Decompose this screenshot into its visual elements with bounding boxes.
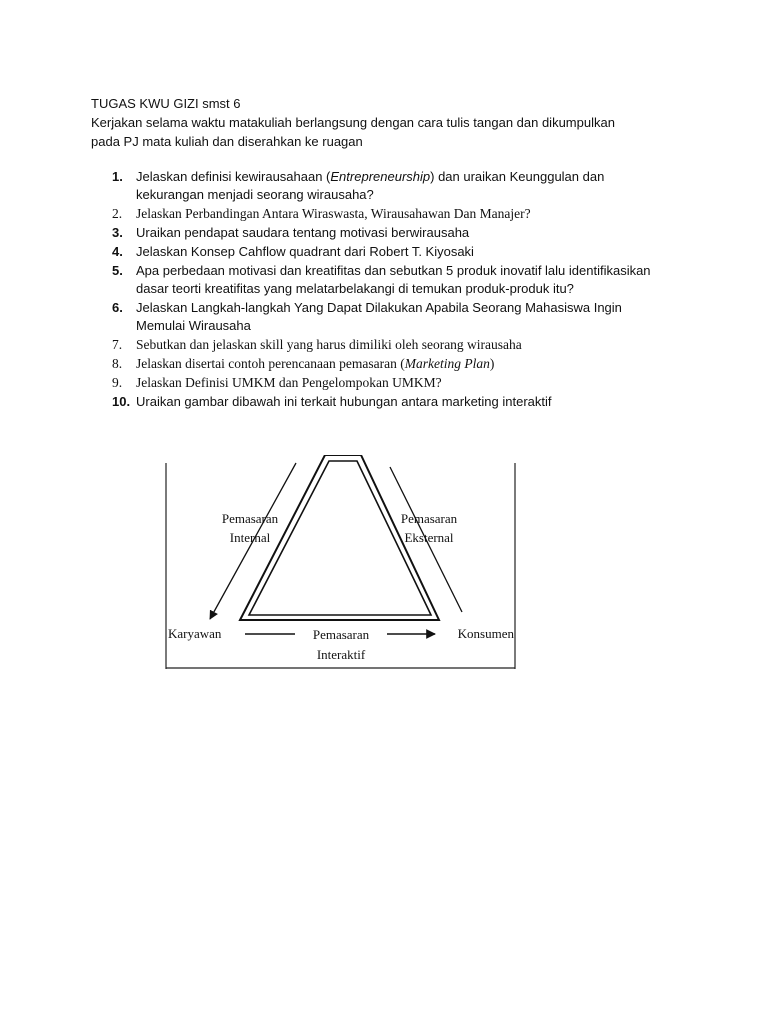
question-item	[91, 168, 671, 204]
question-number: 7.	[112, 337, 123, 352]
marketing-triangle-diagram	[165, 455, 517, 670]
question-number: 10.	[112, 394, 131, 409]
question-item	[91, 374, 671, 392]
right-side-label-line2: Eksternal	[404, 530, 454, 545]
question-emphasis: Entrepreneurship	[330, 169, 431, 184]
question-number: 3.	[112, 225, 123, 240]
question-text: Jelaskan definisi kewirausahaan (	[136, 169, 331, 184]
question-item	[91, 243, 671, 261]
question-text: Jelaskan Langkah-langkah Yang Dapat Dilakukan Apabila Seorang Mahasiswa Ingin Memulai Wirausaha	[136, 300, 622, 333]
question-list	[91, 168, 671, 412]
question-text: Jelaskan Definisi UMKM dan Pengelompokan UMKM?	[136, 375, 442, 390]
question-item	[91, 336, 671, 354]
bottom-center-label-line2: Interaktif	[316, 647, 366, 662]
question-text: Jelaskan Perbandingan Antara Wiraswasta, Wirausahawan Dan Manajer?	[136, 206, 531, 221]
question-number: 2.	[112, 206, 123, 221]
question-number: 9.	[112, 375, 123, 390]
question-text: ) dan uraikan Keunggulan dan kekurangan menjadi seorang wirausaha?	[136, 169, 605, 202]
assignment-header	[91, 94, 691, 151]
question-item	[91, 205, 671, 223]
question-text: Uraikan pendapat saudara tentang motivasi berwirausaha	[136, 225, 470, 240]
question-text: Sebutkan dan jelaskan skill yang harus dimiliki oleh seorang wirausaha	[136, 337, 522, 352]
instruction-line-1: Kerjakan selama waktu matakuliah berlangsung dengan cara tulis tangan dan dikumpulkan	[91, 115, 615, 130]
question-item	[91, 393, 671, 411]
question-number: 5.	[112, 263, 123, 278]
question-number: 8.	[112, 356, 123, 371]
question-number: 6.	[112, 300, 123, 315]
left-side-label-line1: Pemasaran	[221, 511, 279, 526]
question-number: 4.	[112, 244, 123, 259]
instruction-line-2: pada PJ mata kuliah dan diserahkan ke ruagan	[91, 134, 363, 149]
left-side-label-line2: Internal	[229, 530, 271, 545]
question-number: 1.	[112, 169, 123, 184]
question-item	[91, 262, 671, 298]
question-text: Jelaskan disertai contoh perencanaan pemasaran (	[136, 356, 405, 371]
question-text: Jelaskan Konsep Cahflow quadrant dari Robert T. Kiyosaki	[136, 244, 474, 259]
bottom-right-label: Konsumen	[457, 626, 514, 641]
question-text: Apa perbedaan motivasi dan kreatifitas dan sebutkan 5 produk inovatif lalu identifikasikan dasar teorti kreatifitas yang melatarbelakangi di temukan produk-produk itu?	[136, 263, 651, 296]
bottom-left-label: Karyawan	[168, 626, 222, 641]
question-item	[91, 299, 671, 335]
right-side-label-line1: Pemasaran	[400, 511, 458, 526]
question-item	[91, 224, 671, 242]
assignment-title: TUGAS KWU GIZI smst 6	[91, 96, 241, 111]
question-text: )	[489, 356, 495, 371]
question-emphasis: Marketing Plan	[404, 356, 490, 371]
question-text: Uraikan gambar dibawah ini terkait hubungan antara marketing interaktif	[136, 394, 552, 409]
bottom-center-label-line1: Pemasaran	[312, 627, 370, 642]
question-item	[91, 355, 671, 373]
